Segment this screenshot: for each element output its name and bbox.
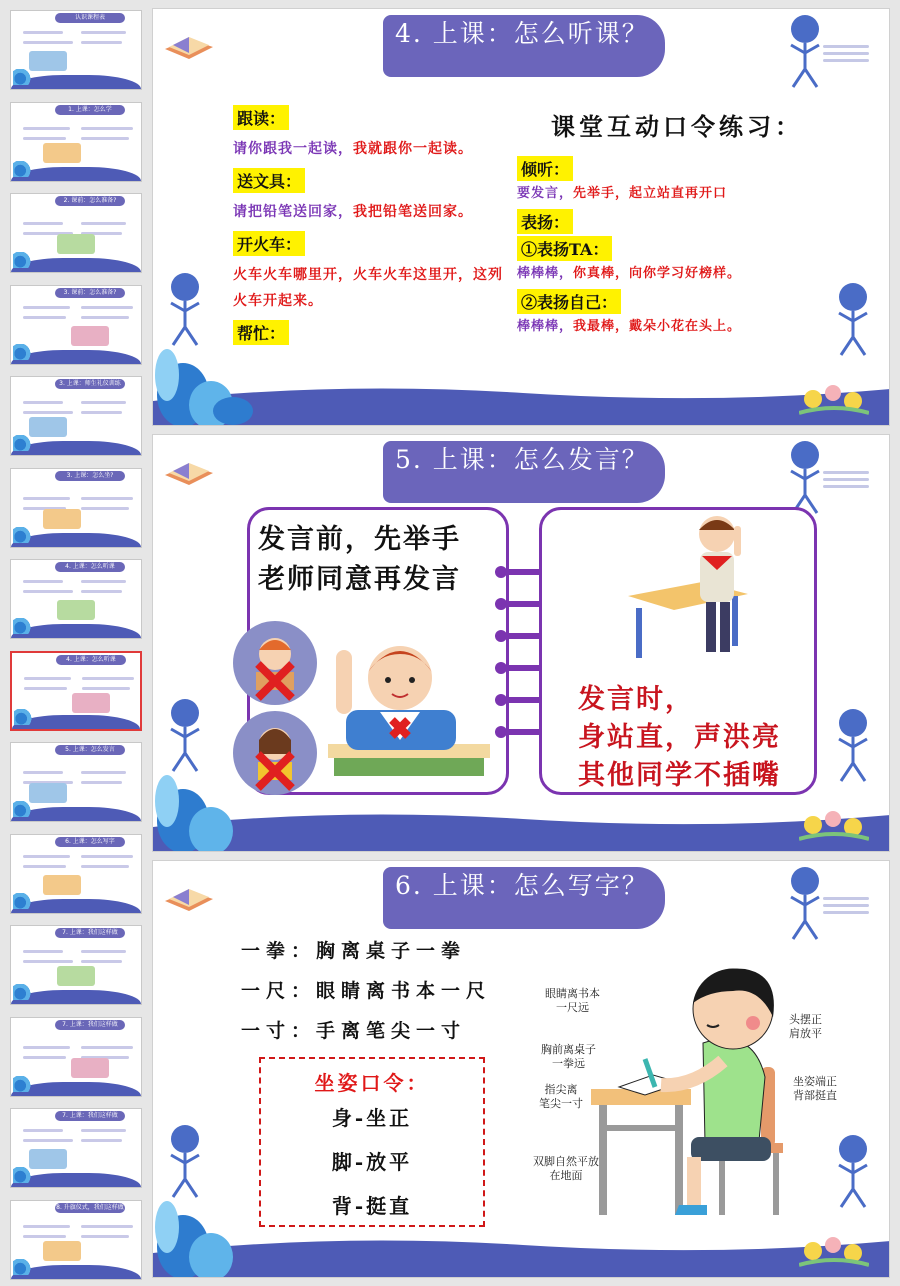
callout-head: 头摆正 肩放平 (789, 1014, 822, 1040)
prompt: 棒棒棒， (517, 319, 574, 334)
writing-posture-illustration (583, 957, 823, 1219)
thumbnail-text-line (81, 781, 122, 784)
thumbnail-text-line (81, 855, 133, 858)
thumbnail-text-line (24, 687, 67, 690)
thumbnail-title: 7. 上课：我们这样做 (55, 928, 125, 938)
wave-decor (153, 1233, 890, 1277)
thumbnail-picture (57, 600, 95, 620)
thumbnail-title: 6. 上课：怎么写字 (55, 837, 125, 847)
slide-thumbnail[interactable] (10, 10, 142, 90)
thumbnail-text-line (23, 137, 66, 140)
thumbnail-foliage (13, 69, 31, 85)
slide-thumbnail[interactable] (10, 925, 142, 1005)
thumbnail-picture (71, 326, 109, 346)
thumbnail-title: 7. 上课：我们这样做 (55, 1020, 125, 1030)
command-feet: 脚-放平 (331, 1150, 413, 1174)
thumbnail-title: 4. 上课：怎么听课 (55, 562, 125, 572)
thumbnail-text-line (81, 1046, 133, 1049)
student-wrong-icon (232, 620, 318, 706)
response: 我就跟你一起读。 (353, 141, 473, 157)
thumbnail-foliage (13, 435, 31, 451)
command-title: 坐姿口令： (314, 1071, 430, 1095)
callout-chest: 胸前离桌子 一拳远 (541, 1044, 596, 1070)
command-back: 背-挺直 (331, 1194, 413, 1218)
before-line-1: 发言前，先举手 (258, 524, 461, 555)
rule-foot: 一尺：眼睛离书本一尺 (241, 980, 492, 1002)
stick-figure-icon (833, 1133, 873, 1213)
command-follow (233, 99, 513, 162)
label: 帮忙： (233, 320, 289, 345)
before-speaking-panel (247, 507, 509, 795)
while-line-2: 身站直，声洪亮 (578, 722, 781, 753)
callout-feet: 双脚自然平放 在地面 (533, 1156, 599, 1182)
slide-title: 6. 上课：怎么写字？ (383, 867, 665, 929)
thumbnail-text-line (81, 316, 129, 319)
command-stationery (233, 162, 513, 225)
left-command-list (233, 99, 513, 351)
thumbnail-foliage (13, 527, 31, 543)
prompt: 要发言， (517, 186, 574, 201)
slide-thumbnail[interactable] (10, 102, 142, 182)
prompt: 火车火车哪里开， (233, 267, 353, 283)
thumbnail-text-line (81, 306, 133, 309)
rule-fist: 一拳：胸离桌子一拳 (241, 940, 467, 962)
thumbnail-picture (29, 417, 67, 437)
thumbnail-text-line (23, 1046, 70, 1049)
callout-finger: 指尖离 笔尖一寸 (539, 1084, 583, 1110)
student-wrong-icon (232, 710, 318, 796)
thumbnail-text-line (81, 950, 126, 953)
slide-thumbnail[interactable] (10, 285, 142, 365)
raising-hand-boy-illustration (320, 620, 500, 790)
posture-rules (241, 931, 491, 1051)
thumbnail-text-line (23, 31, 63, 34)
thumbnail-text-line (23, 580, 63, 583)
thumbnail-text-line (23, 1225, 70, 1228)
thumbnail-text-line (23, 590, 73, 593)
thumbnail-text-line (23, 306, 70, 309)
stick-figure-icon (833, 707, 873, 787)
book-icon (163, 883, 215, 913)
slide-thumbnail[interactable] (10, 651, 142, 731)
wave-decor (153, 807, 890, 851)
thumbnail-text-line (23, 222, 63, 225)
thumbnail-text-line (81, 401, 126, 404)
thumbnail-text-line (81, 590, 122, 593)
label: 倾听： (517, 156, 573, 181)
thumbnail-text-line (23, 411, 73, 414)
label: ②表扬自己： (517, 289, 621, 314)
thumbnail-title: 认识课程表 (55, 13, 125, 23)
thumbnail-picture (71, 1058, 109, 1078)
slide-title: 5. 上课：怎么发言？ (383, 441, 665, 503)
thumbnail-text-line (23, 1235, 66, 1238)
decor-lines (823, 471, 869, 493)
standing-boy-illustration (622, 512, 752, 662)
slide-thumbnail[interactable] (10, 834, 142, 914)
thumbnail-foliage (13, 984, 31, 1000)
flower-decor (799, 375, 869, 415)
thumbnail-foliage (13, 1076, 31, 1092)
label: 开火车： (233, 231, 305, 256)
command-help (233, 314, 513, 351)
command-train (233, 225, 513, 314)
thumbnail-text-line (81, 771, 126, 774)
thumbnail-text-line (81, 41, 122, 44)
thumbnail-text-line (81, 580, 126, 583)
thumbnail-text-line (81, 31, 126, 34)
slide-thumbnail[interactable] (10, 376, 142, 456)
callout-back: 坐姿端正 背部挺直 (793, 1076, 837, 1102)
thumbnail-foliage (13, 1259, 31, 1275)
thumbnail-title: 3. 课前：怎么准备? (55, 288, 125, 298)
thumbnail-text-line (23, 1139, 73, 1142)
slide-5-speaking[interactable] (152, 434, 890, 852)
book-icon (163, 31, 215, 61)
slide-thumbnail[interactable] (10, 1200, 142, 1280)
thumbnail-text-line (23, 497, 70, 500)
thumbnail-text-line (24, 677, 71, 680)
thumbnail-title: 1. 上课：怎么学 (55, 105, 125, 115)
right-command-list (517, 107, 857, 340)
label: 跟读： (233, 105, 289, 130)
foliage-decor (153, 305, 263, 425)
wave-decor (153, 381, 890, 425)
thumbnail-text-line (81, 411, 122, 414)
thumbnail-foliage (13, 161, 31, 177)
thumbnail-text-line (23, 1129, 63, 1132)
thumbnail-text-line (81, 1235, 129, 1238)
slide-thumbnail[interactable] (10, 559, 142, 639)
thumbnail-title: 7. 上课：我们这样做 (55, 1111, 125, 1121)
thumbnail-title: 5. 上课：怎么发言 (55, 745, 125, 755)
thumbnail-title: 3. 上课：怎么坐? (55, 471, 125, 481)
thumbnail-picture (43, 1241, 81, 1261)
slide-thumbnail[interactable] (10, 468, 142, 548)
stick-figure-icon (785, 865, 825, 945)
flower-decor (799, 1227, 869, 1267)
thumbnail-foliage (13, 252, 31, 268)
thumbnail-text-line (82, 677, 134, 680)
flower-decor (799, 801, 869, 841)
sitting-command-box (259, 1057, 485, 1227)
thumbnail-picture (29, 1149, 67, 1169)
thumbnail-text-line (81, 960, 122, 963)
label: 送文具： (233, 168, 305, 193)
slide-thumbnail[interactable] (10, 193, 142, 273)
thumbnail-text-line (81, 137, 129, 140)
response: 我最棒，戴朵小花在头上。 (573, 319, 742, 334)
thumbnail-text-line (23, 401, 63, 404)
section-heading: 课堂互动口令练习： (551, 112, 803, 141)
thumbnail-picture (43, 509, 81, 529)
thumbnail-text-line (81, 497, 133, 500)
thumbnail-title: 8. 升旗仪式，我们这样做 (56, 1203, 124, 1211)
thumbnail-text-line (23, 950, 63, 953)
slide-thumbnail[interactable] (10, 742, 142, 822)
slide-thumbnail-panel[interactable] (0, 0, 152, 1286)
thumbnail-foliage (13, 893, 31, 909)
thumbnail-text-line (81, 222, 126, 225)
response: 我把铅笔送回家。 (353, 204, 473, 220)
while-speaking-panel (539, 507, 817, 795)
thumbnail-title: 4. 上课：怎么听课 (56, 655, 126, 665)
response: 火车火车这里开，这列火车开起来。 (233, 267, 503, 309)
foliage-decor (153, 1157, 263, 1277)
thumbnail-text-line (82, 687, 130, 690)
rule-inch: 一寸：手离笔尖一寸 (241, 1020, 467, 1042)
command-body: 身-坐正 (331, 1106, 413, 1130)
thumbnail-text-line (81, 507, 129, 510)
thumbnail-text-line (23, 127, 70, 130)
thumbnail-text-line (23, 865, 66, 868)
stick-figure-icon (785, 13, 825, 93)
callout-eye: 眼睛离书本 一尺远 (545, 988, 600, 1014)
decor-lines (823, 897, 869, 919)
thumbnail-text-line (81, 1129, 126, 1132)
slide-thumbnail[interactable] (10, 1108, 142, 1188)
thumbnail-text-line (23, 1056, 66, 1059)
thumbnail-picture (43, 143, 81, 163)
thumbnail-text-line (23, 41, 73, 44)
book-icon (163, 457, 215, 487)
slide-title: 4. 上课：怎么听课？ (383, 15, 665, 77)
thumbnail-picture (57, 234, 95, 254)
prompt: 棒棒棒， (517, 266, 574, 281)
thumbnail-foliage (13, 344, 31, 360)
prompt: 请把铅笔送回家， (233, 204, 353, 220)
slide-thumbnail[interactable] (10, 1017, 142, 1097)
prompt: 请你跟我一起读， (233, 141, 353, 157)
while-line-3: 其他同学不插嘴 (578, 760, 781, 791)
thumbnail-foliage (13, 801, 31, 817)
thumbnail-text-line (23, 960, 73, 963)
thumbnail-text-line (81, 1225, 133, 1228)
label: 表扬： (517, 209, 573, 234)
thumbnail-foliage (13, 618, 31, 634)
thumbnail-title: 2. 课前：怎么准备? (55, 196, 125, 206)
slide-6-writing[interactable] (152, 860, 890, 1278)
while-line-1: 发言时， (578, 684, 694, 715)
thumbnail-text-line (81, 127, 133, 130)
decor-lines (823, 45, 869, 67)
thumbnail-picture (29, 783, 67, 803)
thumbnail-foliage (13, 1167, 31, 1183)
slide-4-listening[interactable] (152, 8, 890, 426)
thumbnail-picture (72, 693, 110, 713)
thumbnail-picture (29, 51, 67, 71)
before-line-2: 老师同意再发言 (258, 564, 461, 595)
thumbnail-text-line (23, 855, 70, 858)
thumbnail-text-line (23, 771, 63, 774)
response: 你真棒，向你学习好榜样。 (573, 266, 742, 281)
thumbnail-picture (43, 875, 81, 895)
thumbnail-text-line (81, 865, 129, 868)
thumbnail-picture (57, 966, 95, 986)
thumbnail-text-line (81, 1139, 122, 1142)
response: 先举手，起立站直再开口 (573, 186, 728, 201)
thumbnail-text-line (23, 316, 66, 319)
label: ①表扬TA： (517, 236, 612, 261)
thumbnail-title: 3. 上课：师生礼仪训练 (55, 379, 125, 389)
thumbnail-foliage (14, 709, 32, 725)
